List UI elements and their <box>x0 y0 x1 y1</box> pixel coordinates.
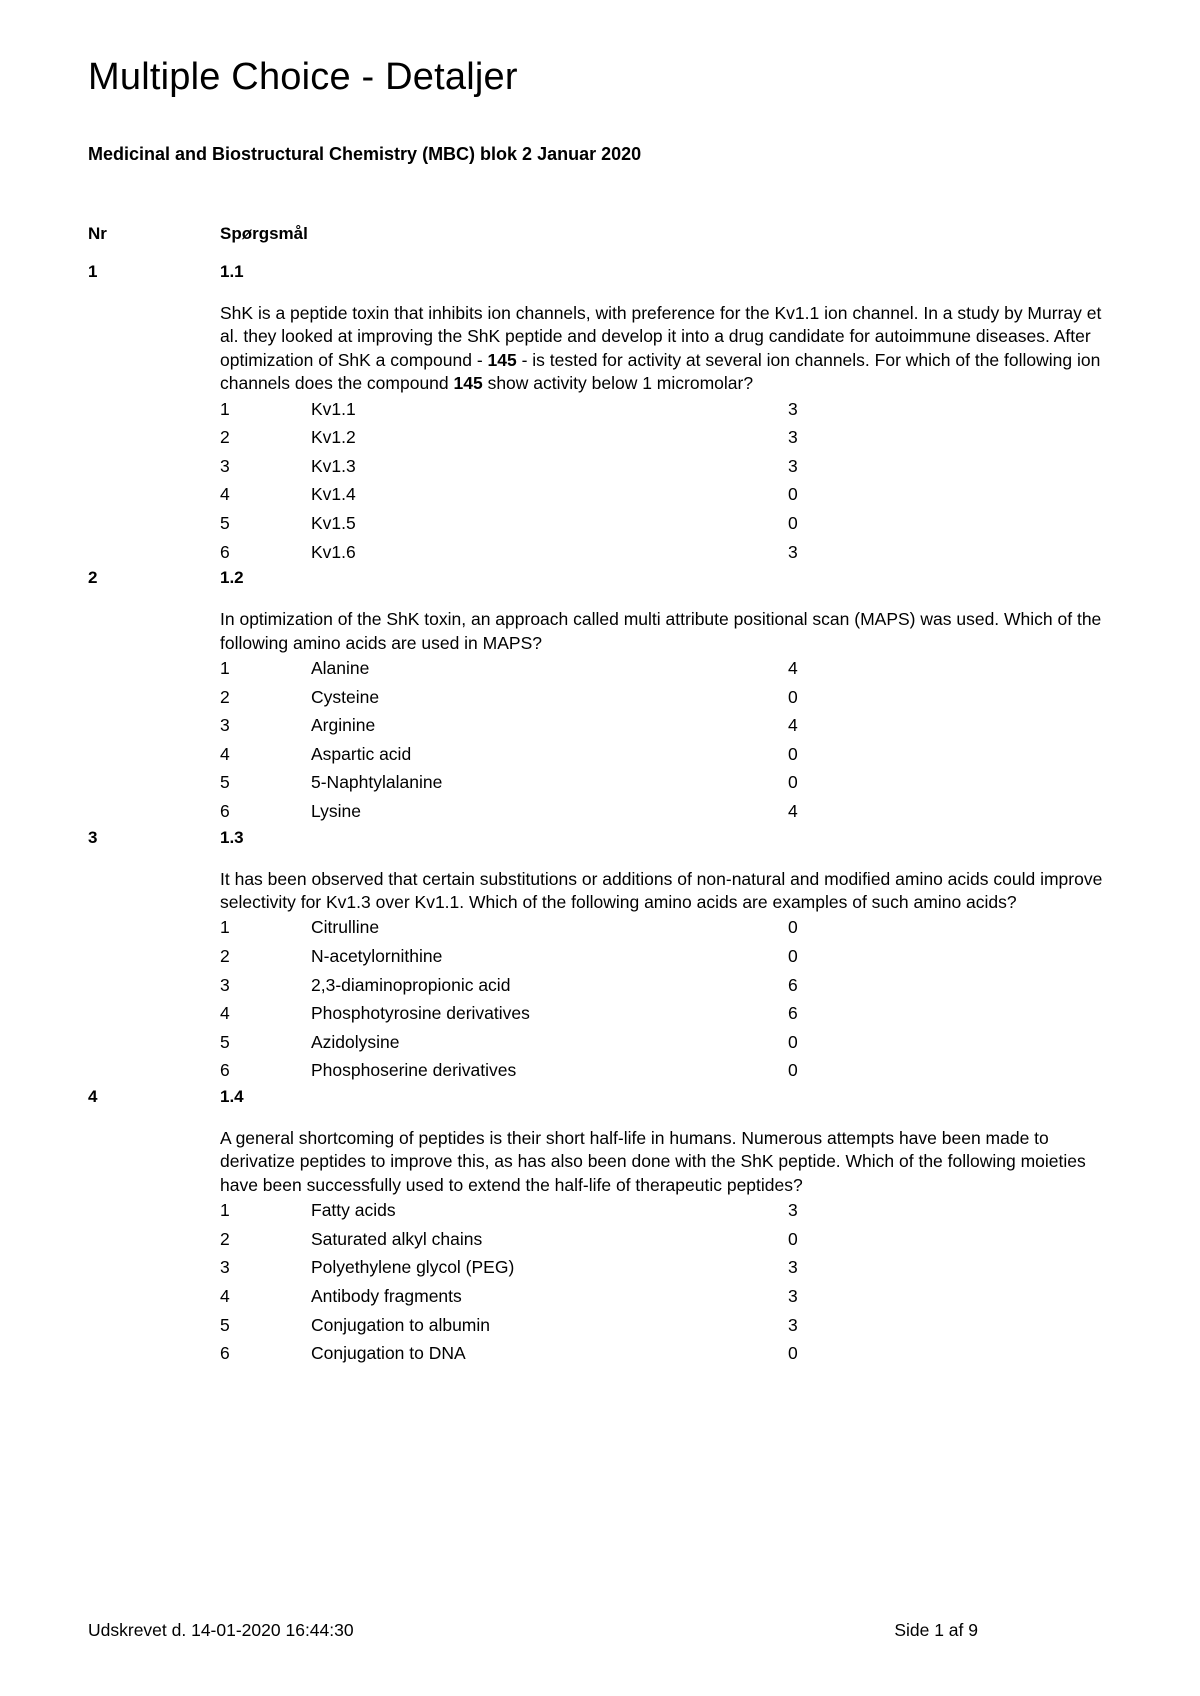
option-points: 3 <box>788 1285 798 1306</box>
page-number: Side 1 af 9 <box>894 1620 978 1640</box>
question-code: 1.1 <box>220 262 244 281</box>
option-label: Kv1.2 <box>311 427 356 448</box>
option-points: 6 <box>788 974 798 995</box>
option-points: 3 <box>788 541 798 562</box>
question-text: In optimization of the ShK toxin, an approach called multi attribute positional scan (MAPS) was used. Which of the following amino acids are used in MAPS? <box>220 609 1102 653</box>
option-row <box>220 1001 1128 1030</box>
option-number: 1 <box>220 917 230 938</box>
option-number: 5 <box>220 513 230 533</box>
option-number: 4 <box>220 743 230 764</box>
question-text <box>220 302 1120 396</box>
option-label: Kv1.5 <box>311 513 356 533</box>
question-text-part: - is tested for activity at several ion channels. For which of the following ion channels does the compound <box>220 349 1101 394</box>
question-header <box>88 1087 1128 1127</box>
option-list <box>220 656 1128 828</box>
option-list <box>220 1198 1128 1370</box>
option-points: 0 <box>788 1343 798 1364</box>
option-label: Antibody fragments <box>311 1285 462 1306</box>
option-label: Saturated alkyl chains <box>311 1228 483 1249</box>
question-1 <box>88 262 1128 568</box>
question-3 <box>88 828 1128 1087</box>
option-label: Kv1.3 <box>311 455 356 476</box>
option-number: 6 <box>220 1060 230 1081</box>
option-label: Lysine <box>311 800 361 821</box>
option-points: 3 <box>788 398 798 419</box>
option-points: 0 <box>788 484 798 505</box>
page-title: Multiple Choice - Detaljer <box>88 56 518 98</box>
option-points: 0 <box>788 917 798 938</box>
option-row <box>220 1255 1128 1284</box>
question-text: A general shortcoming of peptides is their short half-life in humans. Numerous attempts have been made to derivatize peptides to improve this, as has also been done with the ShK peptide. Which of the following moieties have been successfully used to extend the half-life of therapeutic peptides? <box>220 1127 1086 1195</box>
option-label: 2,3-diaminopropionic acid <box>311 974 511 995</box>
question-code: 1.3 <box>220 827 244 847</box>
option-points: 4 <box>788 715 798 736</box>
option-label: Kv1.6 <box>311 541 356 562</box>
option-row <box>220 770 1128 799</box>
option-points: 6 <box>788 1003 798 1024</box>
option-number: 2 <box>220 427 230 448</box>
question-number: 2 <box>88 568 98 588</box>
option-row <box>220 973 1128 1002</box>
option-label: Cysteine <box>311 686 380 707</box>
option-number: 3 <box>220 455 230 476</box>
option-number: 2 <box>220 1228 230 1249</box>
option-label: Phosphotyrosine derivatives <box>311 1003 530 1024</box>
option-points: 0 <box>788 1060 798 1081</box>
compound-number-bold: 145 <box>453 373 483 394</box>
question-header <box>88 568 1128 608</box>
option-row <box>220 1341 1128 1370</box>
option-points: 3 <box>788 427 798 448</box>
option-row <box>220 685 1128 714</box>
option-points: 0 <box>788 1031 798 1052</box>
option-number: 6 <box>220 1343 230 1364</box>
option-points: 0 <box>788 513 798 533</box>
question-text-part: show activity below 1 micromolar? <box>482 373 754 394</box>
option-points: 3 <box>788 1314 798 1335</box>
question-text-part: ShK is a peptide toxin that inhibits ion channels, with preference for the Kv1.1 ion channel. In a study by Murray et al. they looked at improving the ShK peptide and develop it into a drug candidate for autoimmune diseases. After optimization of ShK a compound - <box>220 303 1102 370</box>
option-row <box>220 425 1128 454</box>
option-row <box>220 1313 1128 1342</box>
option-number: 4 <box>220 484 230 505</box>
question-number: 1 <box>88 262 98 281</box>
option-number: 3 <box>220 974 230 995</box>
question-number: 3 <box>88 827 98 847</box>
header-question: Spørgsmål <box>220 224 308 243</box>
option-points: 0 <box>788 1228 798 1249</box>
question-code: 1.2 <box>220 568 244 588</box>
option-number: 5 <box>220 1314 230 1335</box>
option-label: Arginine <box>311 715 376 736</box>
question-list <box>88 262 1128 1370</box>
option-list <box>220 915 1128 1087</box>
page-footer <box>88 1620 978 1646</box>
option-label: Citrulline <box>311 917 380 938</box>
option-label: Conjugation to DNA <box>311 1343 466 1364</box>
option-points: 0 <box>788 945 798 966</box>
option-row <box>220 482 1128 511</box>
option-row <box>220 944 1128 973</box>
option-number: 6 <box>220 541 230 562</box>
option-number: 6 <box>220 800 230 821</box>
option-points: 0 <box>788 743 798 764</box>
option-number: 1 <box>220 1200 230 1221</box>
option-points: 3 <box>788 1257 798 1278</box>
option-number: 4 <box>220 1285 230 1306</box>
option-points: 3 <box>788 455 798 476</box>
exam-subtitle: Medicinal and Biostructural Chemistry (MBC) blok 2 Januar 2020 <box>88 144 642 164</box>
question-header <box>88 262 1128 302</box>
option-row <box>220 1284 1128 1313</box>
header-nr: Nr <box>88 224 107 243</box>
question-number: 4 <box>88 1086 98 1106</box>
option-label: Alanine <box>311 658 370 678</box>
option-row <box>220 1198 1128 1227</box>
option-row <box>220 1058 1128 1087</box>
option-points: 0 <box>788 772 798 793</box>
option-number: 2 <box>220 686 230 707</box>
option-label: 5-Naphtylalanine <box>311 772 443 793</box>
option-label: N-acetylornithine <box>311 945 443 966</box>
option-row <box>220 1227 1128 1256</box>
option-row <box>220 713 1128 742</box>
option-label: Kv1.4 <box>311 484 356 505</box>
option-label: Fatty acids <box>311 1200 396 1221</box>
option-points: 0 <box>788 686 798 707</box>
question-2 <box>88 568 1128 827</box>
option-row <box>220 1030 1128 1059</box>
option-label: Azidolysine <box>311 1031 400 1052</box>
option-list <box>220 397 1128 569</box>
question-4 <box>88 1087 1128 1370</box>
option-number: 2 <box>220 945 230 966</box>
option-points: 4 <box>788 658 798 678</box>
option-number: 1 <box>220 658 230 678</box>
option-points: 3 <box>788 1200 798 1221</box>
question-header <box>88 828 1128 868</box>
option-number: 4 <box>220 1003 230 1024</box>
option-label: Polyethylene glycol (PEG) <box>311 1257 515 1278</box>
option-row <box>220 656 1128 685</box>
option-label: Phosphoserine derivatives <box>311 1060 517 1081</box>
option-row <box>220 511 1128 540</box>
option-number: 3 <box>220 1257 230 1278</box>
option-row <box>220 454 1128 483</box>
option-number: 5 <box>220 772 230 793</box>
option-number: 3 <box>220 715 230 736</box>
option-label: Aspartic acid <box>311 743 412 764</box>
question-code: 1.4 <box>220 1086 244 1106</box>
printed-timestamp: Udskrevet d. 14-01-2020 16:44:30 <box>88 1620 354 1640</box>
option-points: 4 <box>788 800 798 821</box>
option-label: Kv1.1 <box>311 398 356 419</box>
option-row <box>220 799 1128 828</box>
option-row <box>220 540 1128 569</box>
compound-number-bold: 145 <box>487 349 517 370</box>
option-number: 1 <box>220 398 230 419</box>
option-label: Conjugation to albumin <box>311 1314 491 1335</box>
table-header <box>88 224 1128 248</box>
option-row <box>220 397 1128 426</box>
option-number: 5 <box>220 1031 230 1052</box>
option-row <box>220 915 1128 944</box>
option-row <box>220 742 1128 771</box>
question-text: It has been observed that certain substitutions or additions of non-natural and modified amino acids could improve selectivity for Kv1.3 over Kv1.1. Which of the following amino acids are examples of such amino acids? <box>220 868 1103 912</box>
